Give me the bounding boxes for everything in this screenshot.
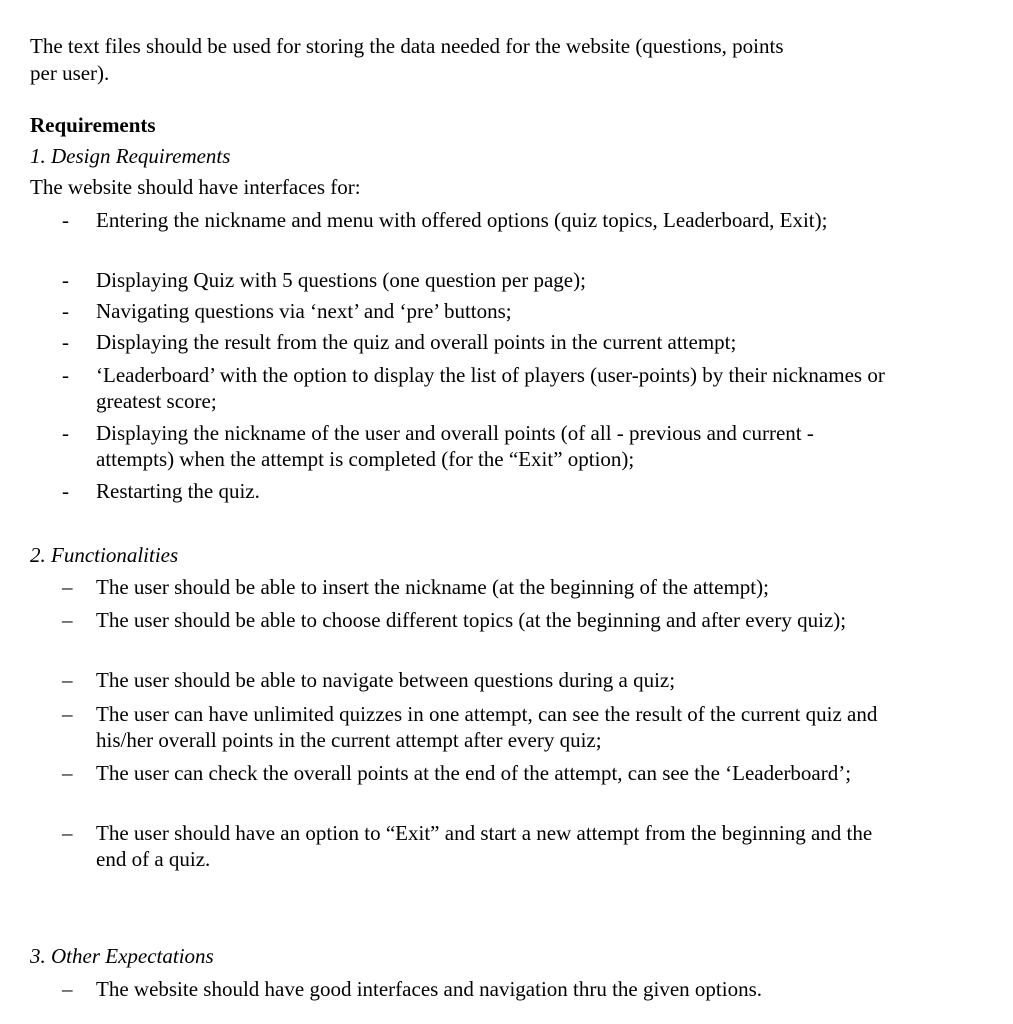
list-item-text: The user can have unlimited quizzes in one attempt, can see the result of the current quiz and his/her overall points in the current attempt after every quiz; xyxy=(96,702,878,752)
bullet-marker: - xyxy=(62,299,69,323)
section-1-title: 1. Design Requirements xyxy=(30,144,231,168)
list-item-text: The user should be able to insert the nickname (at the beginning of the attempt); xyxy=(96,575,769,599)
bullet-marker: – xyxy=(62,608,73,632)
bullet-marker: - xyxy=(62,330,69,354)
section-3-title: 3. Other Expectations xyxy=(30,944,214,968)
list-item-text: Displaying the result from the quiz and overall points in the current attempt; xyxy=(96,330,737,354)
list-item-text: The user should be able to choose different topics (at the beginning and after every quiz); xyxy=(96,608,847,632)
bullet-marker: - xyxy=(62,421,69,445)
list-item-text: Displaying the nickname of the user and overall points (of all - previous and current - attempts) when the attempt is completed (for the “Exit” option); xyxy=(96,421,814,471)
list-item-text: Restarting the quiz. xyxy=(96,479,260,503)
intro-line-2: per user). xyxy=(30,61,110,85)
bullet-marker: - xyxy=(62,208,69,232)
bullet-marker: – xyxy=(62,977,73,1001)
list-item-text: Entering the nickname and menu with offered options (quiz topics, Leaderboard, Exit); xyxy=(96,208,828,232)
list-item-text: The user can check the overall points at the end of the attempt, can see the ‘Leaderboard’; xyxy=(96,761,852,785)
bullet-marker: – xyxy=(62,668,73,692)
bullet-marker: - xyxy=(62,268,69,292)
list-item-text: Displaying Quiz with 5 questions (one question per page); xyxy=(96,268,586,292)
bullet-marker: – xyxy=(62,821,73,845)
section-1-lead: The website should have interfaces for: xyxy=(30,175,361,199)
bullet-marker: – xyxy=(62,575,73,599)
bullet-marker: - xyxy=(62,479,69,503)
section-2-title: 2. Functionalities xyxy=(30,543,179,567)
list-item-text: The user should be able to navigate between questions during a quiz; xyxy=(96,668,676,692)
list-item-text: ‘Leaderboard’ with the option to display the list of players (user-points) by their nicknames or greatest score; xyxy=(96,363,885,413)
list-item-text: The website should have good interfaces and navigation thru the given options. xyxy=(96,977,763,1001)
bullet-marker: – xyxy=(62,702,73,726)
list-item-text: The user should have an option to “Exit” and start a new attempt from the beginning and the end of a quiz. xyxy=(96,821,873,871)
requirements-heading: Requirements xyxy=(30,113,156,137)
bullet-marker: – xyxy=(62,761,73,785)
intro-line-1: The text files should be used for storing the data needed for the website (questions, points xyxy=(30,34,784,58)
bullet-marker: - xyxy=(62,363,69,387)
list-item-text: Navigating questions via ‘next’ and ‘pre’ buttons; xyxy=(96,299,512,323)
